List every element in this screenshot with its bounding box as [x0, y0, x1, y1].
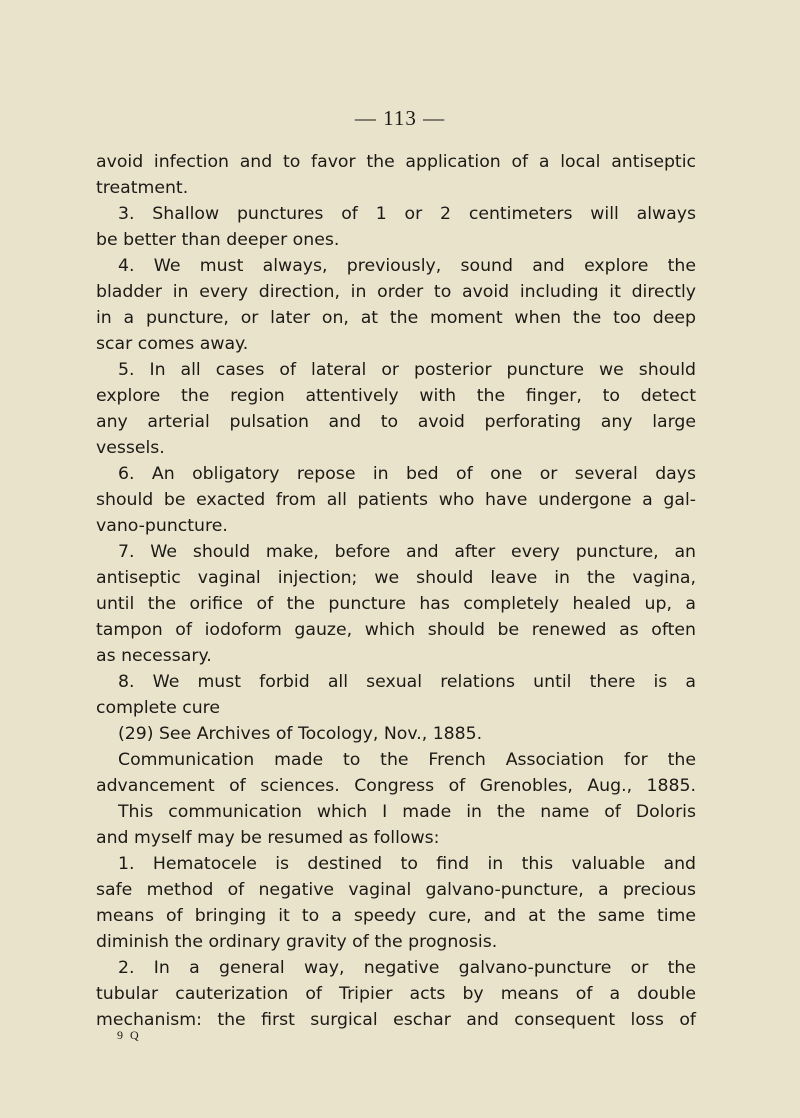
- text-line: avoid infection and to favor the application of a local antiseptic: [96, 152, 696, 172]
- text-line: means of bringing it to a speedy cure, and at the same time: [96, 906, 696, 926]
- text-line: in a puncture, or later on, at the moment when the too deep: [96, 308, 696, 328]
- text-line: 3. Shallow punctures of 1 or 2 centimeters will always: [118, 204, 696, 224]
- text-line: 4. We must always, previously, sound and explore the: [118, 256, 696, 276]
- text-line: treatment.: [96, 178, 189, 198]
- text-line: 2. In a general way, negative galvano-puncture or the: [118, 958, 696, 978]
- text-line: explore the region attentively with the finger, to detect: [96, 386, 696, 406]
- text-line: should be exacted from all patients who have undergone a gal-: [96, 490, 696, 510]
- text-line: vano-puncture.: [96, 516, 228, 536]
- text-line: until the orifice of the puncture has completely healed up, a: [96, 594, 696, 614]
- text-line: 6. An obligatory repose in bed of one or several days: [118, 464, 696, 484]
- text-line: bladder in every direction, in order to avoid including it directly: [96, 282, 696, 302]
- text-line: 1. Hematocele is destined to find in this valuable and: [118, 854, 696, 874]
- text-line: antiseptic vaginal injection; we should leave in the vagina,: [96, 568, 696, 588]
- text-line: scar comes away.: [96, 334, 249, 354]
- text-line: complete cure: [96, 698, 221, 718]
- text-line: and myself may be resumed as follows:: [96, 828, 440, 848]
- text-line: be better than deeper ones.: [96, 230, 340, 250]
- text-line: tubular cauterization of Tripier acts by means of a double: [96, 984, 696, 1004]
- text-line: vessels.: [96, 438, 165, 458]
- text-line: 5. In all cases of lateral or posterior puncture we should: [118, 360, 696, 380]
- text-line: 8. We must forbid all sexual relations until there is a: [118, 672, 696, 692]
- footnote-line: (29) See Archives of Tocology, Nov., 1885.: [118, 724, 483, 744]
- text-line: any arterial pulsation and to avoid perforating any large: [96, 412, 696, 432]
- text-line: as necessary.: [96, 646, 212, 666]
- page-number: — 113 —: [354, 106, 446, 130]
- body-text: [96, 149, 696, 1033]
- text-line: diminish the ordinary gravity of the prognosis.: [96, 932, 498, 952]
- text-line: This communication which I made in the name of Doloris: [118, 802, 696, 822]
- text-line: safe method of negative vaginal galvano-puncture, a precious: [96, 880, 696, 900]
- printer-signature-mark: 9 Q: [117, 1028, 141, 1042]
- text-line: 7. We should make, before and after every puncture, an: [118, 542, 696, 562]
- text-line: tampon of iodoform gauze, which should be renewed as often: [96, 620, 696, 640]
- text-line: advancement of sciences. Congress of Grenobles, Aug., 1885.: [96, 776, 696, 796]
- text-line: Communication made to the French Association for the: [118, 750, 696, 770]
- text-line: mechanism: the first surgical eschar and consequent loss of: [96, 1010, 696, 1030]
